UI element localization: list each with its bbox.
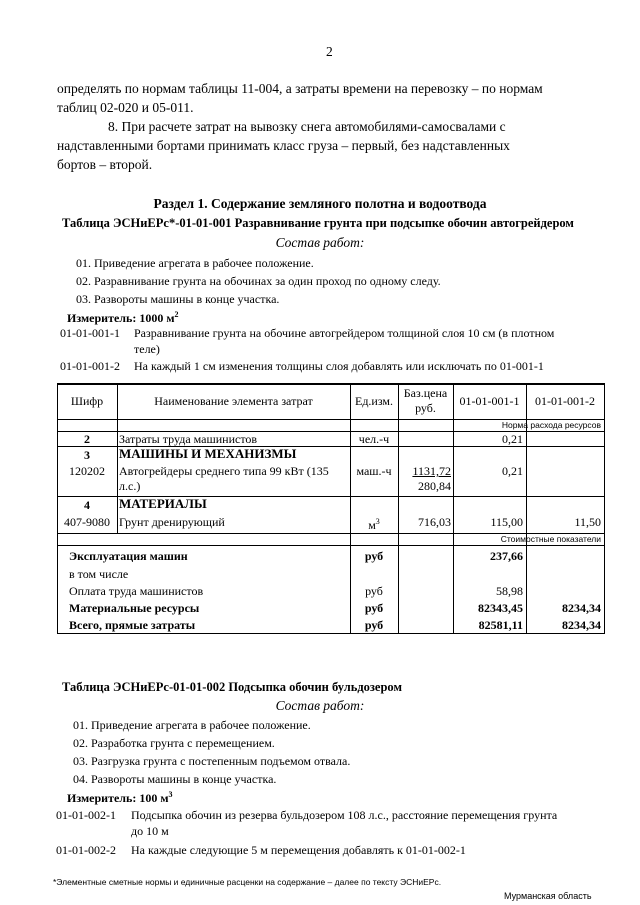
row-price: 716,03 — [418, 515, 451, 529]
row-name: Затраты труда машинистов — [119, 432, 258, 446]
header-name: Наименование элемента затрат — [154, 394, 313, 408]
region-label: Мурманская область — [504, 891, 592, 901]
summary-unit: руб — [364, 549, 384, 563]
header-price-unit: руб. — [415, 401, 436, 415]
work-item: 04. Развороты машины в конце участка. — [73, 772, 277, 786]
row-unit: маш.-ч — [356, 464, 392, 478]
row-price: 1131,72 — [412, 464, 451, 478]
summary-value: 82343,45 — [478, 601, 523, 615]
norm-band-label: Норма расхода ресурсов — [501, 420, 601, 430]
row-name: Автогрейдеры среднего типа 99 кВт (135 — [119, 464, 329, 478]
work-item: 01. Приведение агрегата в рабочее положение. — [76, 256, 314, 270]
paragraph-8-line: бортов – второй. — [57, 157, 153, 172]
works-heading: Состав работ: — [275, 235, 365, 250]
norm-code: 01-01-001-2 — [60, 359, 120, 373]
norm-text: Подсыпка обочин из резерва бульдозером 108 л.с., расстояние перемещения грунта — [131, 808, 558, 822]
page-number: 2 — [326, 44, 333, 59]
row-price: 280,84 — [418, 479, 451, 493]
table-title: Таблица ЭСНиЕРс-01-01-002 Подсыпка обочин бульдозером — [62, 680, 402, 694]
header-col1: 01-01-001-1 — [459, 394, 520, 408]
works-heading: Состав работ: — [275, 698, 365, 713]
row-code: 120202 — [69, 464, 105, 478]
row-group-name: МАШИНЫ И МЕХАНИЗМЫ — [119, 446, 297, 461]
work-item: 03. Развороты машины в конце участка. — [76, 292, 280, 306]
work-item: 01. Приведение агрегата в рабочее положение. — [73, 718, 311, 732]
meter-label: Измеритель: 100 $м^3$ — [67, 790, 173, 805]
norm-text: На каждый 1 см изменения толщины слоя добавлять или исключать по 01-001-1 — [134, 359, 544, 373]
summary-label: Всего, прямые затраты — [69, 618, 196, 632]
summary-value: 237,66 — [490, 549, 523, 563]
row-value: 0,21 — [502, 464, 523, 478]
table-title: Таблица ЭСНиЕРс*-01-01-001 Разравнивание грунта при подсыпке обочин автогрейдером — [62, 216, 574, 230]
row-unit: $м^3$ — [368, 517, 380, 532]
summary-label: Материальные ресурсы — [69, 601, 200, 615]
intro-line: определять по нормам таблицы 11-004, а затраты времени на перевозку – по нормам — [57, 81, 543, 96]
norm-code: 01-01-002-1 — [56, 808, 116, 822]
row-unit: чел.-ч — [358, 432, 390, 446]
norm-code: 01-01-001-1 — [60, 326, 120, 340]
intro-line: таблиц 02-020 и 05-011. — [57, 100, 194, 115]
cost-band-label: Стоимостные показатели — [500, 534, 601, 544]
summary-value: 8234,34 — [562, 601, 601, 615]
resource-table — [57, 383, 605, 634]
summary-unit: руб — [364, 618, 384, 632]
work-item: 03. Разгрузка грунта с постепенным подъемом отвала. — [73, 754, 351, 768]
row-value: 11,50 — [574, 515, 601, 529]
header-col2: 01-01-001-2 — [535, 394, 595, 408]
summary-value: 58,98 — [496, 584, 523, 598]
paragraph-8-line: 8. При расчете затрат на вывозку снега автомобилями-самосвалами с — [108, 119, 506, 134]
header-code: Шифр — [70, 394, 104, 408]
footnote: *Элементные сметные нормы и единичные расценки на содержание – далее по тексту ЭСНиЕРс. — [53, 877, 442, 887]
summary-label: в том числе — [69, 567, 129, 581]
row-name: л.с.) — [119, 479, 141, 493]
row-value: 115,00 — [490, 515, 523, 529]
row-code: 3 — [84, 448, 90, 462]
summary-label: Оплата труда машинистов — [69, 584, 204, 598]
work-item: 02. Разравнивание грунта на обочинах за один проход по одному следу. — [76, 274, 441, 288]
norm-code: 01-01-002-2 — [56, 843, 116, 857]
row-code: 4 — [84, 498, 90, 512]
paragraph-8-line: надставленными бортами принимать класс груза – первый, без надставленных — [57, 138, 510, 153]
norm-text: На каждые следующие 5 м перемещения добавлять к 01-01-002-1 — [131, 843, 466, 857]
row-name: Грунт дренирующий — [119, 515, 225, 529]
row-code: 407-9080 — [64, 515, 110, 529]
norm-text: теле) — [134, 342, 160, 356]
summary-value: 8234,34 — [562, 618, 601, 632]
summary-value: 82581,11 — [478, 618, 523, 632]
row-value: 0,21 — [502, 432, 523, 446]
section-title: Раздел 1. Содержание земляного полотна и водоотвода — [153, 196, 487, 211]
norm-text: Разравнивание грунта на обочине автогрейдером толщиной слоя 10 см (в плотном — [134, 326, 555, 340]
summary-label: Эксплуатация машин — [69, 549, 188, 563]
row-code: 2 — [84, 432, 90, 446]
work-item: 02. Разработка грунта с перемещением. — [73, 736, 275, 750]
norm-text: до 10 м — [131, 824, 169, 838]
summary-unit: руб — [365, 584, 383, 598]
summary-unit: руб — [364, 601, 384, 615]
row-group-name: МАТЕРИАЛЫ — [119, 496, 207, 511]
header-price: Баз.цена — [403, 386, 448, 400]
meter-label: Измеритель: 1000 $м^2$ — [67, 310, 179, 325]
header-unit: Ед.изм. — [354, 394, 394, 408]
